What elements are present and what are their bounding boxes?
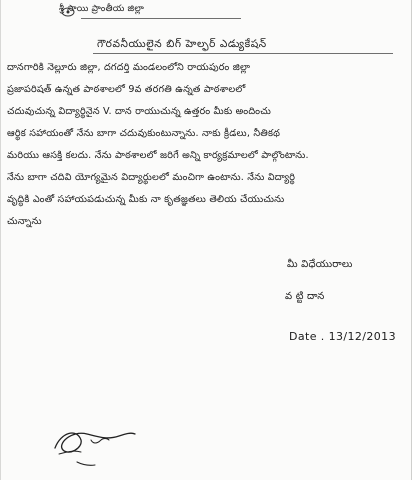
body-line: ఆర్థిక సహాయంతో నేను బాగా చదువుకుంటున్నాను. నాకు క్రీడలు, నీతికథ: [7, 128, 281, 139]
sender-name: వ ట్టి దాన: [285, 291, 325, 302]
body-line: ప్రజాపరిషత్ ఉన్నత పాఠశాలలో 9వ తరగతి ఉన్నత పాఠశాలలో: [7, 84, 246, 95]
closing-text: మీ విధేయురాలు: [287, 259, 353, 270]
body-line: చున్నాను: [7, 216, 42, 227]
letterhead-divider: [81, 18, 241, 19]
body-line: వృద్ధికి ఎంతో సహాయపడుచున్న మీకు నా కృతజ్ఞతలు తెలియ చేయుచును: [7, 194, 285, 205]
body-line: నేను బాగా చదివి యోగ్యమైన విద్యార్థులలో మంచిగా ఉంటాను. నేను విద్యార్థి: [7, 172, 296, 183]
body-line: చదువుచున్న విద్యార్థినైన V. దాన రాయుచున్న ఉత్తరం మీకు అందించు: [7, 106, 272, 117]
body-line: దానగారికి నెల్లూరు జిల్లా, దగదర్తి మండలంలోని రాయపురం జిల్లా: [7, 62, 251, 73]
date-text: Date . 13/12/2013: [289, 330, 396, 343]
salutation: గౌరవనీయులైన బిగ్ హెల్ఫర్ ఎడ్యుకేషన్: [97, 38, 267, 50]
salutation-underline: [93, 53, 393, 54]
letterhead-text: శ్రీ సాయి ప్రాంతీయ జిల్లా: [59, 4, 144, 14]
body-line: మరియు ఆసక్తి కలదు. నేను పాఠశాలలో జరిగే అన్ని కార్యక్రమాలలో పాల్గొంటాను.: [7, 150, 309, 161]
signature: [47, 410, 137, 470]
